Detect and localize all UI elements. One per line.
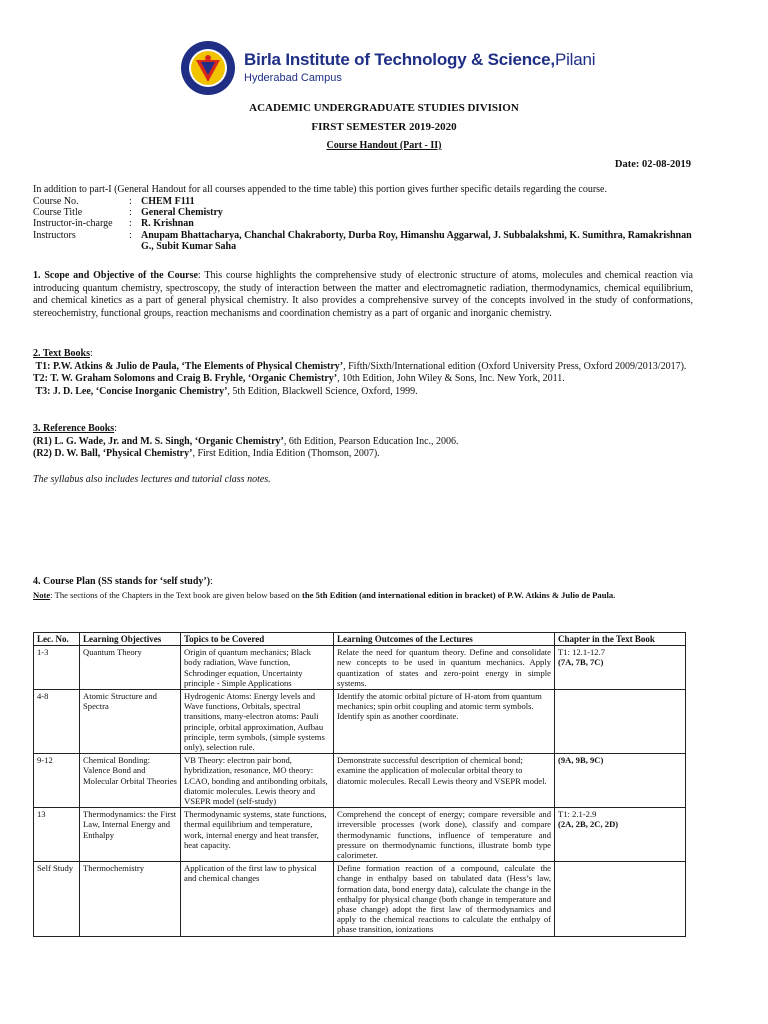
handout-date: Date: 02-08-2019 (614, 159, 691, 170)
learning-objective: Chemical Bonding: Valence Bond and Molecular Orbital Theories (80, 754, 181, 808)
learning-outcome: Identify the atomic orbital picture of H-atom from quantum mechanics; spin orbit coupling and atomic term symbols. Identify spin as another coordinate. (334, 690, 555, 754)
handout-title: Course Handout (Part - II) (326, 140, 442, 151)
course-plan-table (33, 632, 686, 937)
topics-covered: Hydrogenic Atoms: Energy levels and Wave functions, Orbitals, spectral transitions, many-electron atoms: Pauli principle, orbital approximation, Aufbau principle, term symbols, (simple systems only), selection rule. (181, 690, 334, 754)
lecture-number: 13 (34, 808, 80, 862)
course-info-row: Instructors : Anupam Bhattacharya, Chanchal Chakraborty, Durba Roy, Himanshu Aggarwal, J. Subbalakshmi, K. Sumithra, Ramakrishnan G., Subit Kumar Saha (33, 229, 692, 252)
chapter-reference: (9A, 9B, 9C) (555, 754, 686, 808)
reference-book-item: (R1) L. G. Wade, Jr. and M. S. Singh, ‘Organic Chemistry’, 6th Edition, Pearson Education Inc., 2006. (33, 435, 459, 447)
scope-text: : This course highlights the comprehensive study of electronic structure of atoms, molecules and chemical reaction via introducing quantum chemistry, spectroscopy, the study of interaction between the matter and electromagnetic radiation, thermodynamics, chemical equilibrium, and chemical kinetics as a part of general physical chemistry. It also provides a comprehensive survey of the concepts involved in the study of conformations, stereochemistry, functional groups, reaction mechanisms and coordination chemistry as a part of organic and inorganic chemistry. (33, 270, 693, 319)
topics-covered: Thermodynamic systems, state functions, thermal equilibrium and temperature, work, internal energy and heat transfer, heat capacity. (181, 808, 334, 862)
lecture-number: 4-8 (34, 690, 80, 754)
learning-outcome: Define formation reaction of a compound, calculate the change in enthalpy based on tabulated data (Hess’s law, formation data, bond energy data), calculate the change in the enthalpy for physical change (both change in temperature and phase change) adopt the first law of thermodynamics and apply to the chemical reactions to calculate the enthalpy of phase transition, ionizations (334, 862, 555, 936)
scope-heading: 1. Scope and Objective of the Course (33, 270, 198, 281)
text-books-section: 2. Text Books: T1: P.W. Atkins & Julio de Paula, ‘The Elements of Physical Chemistry’, Fifth/Sixth/International edition (Oxford University Press, Oxford 2009/2013/2017). T2: T. W. Graham Solomons and Craig B. Fryhle, ‘Organic Chemistry’, 10th Edition, John Wiley & Sons, Inc. New York, 2011. T3: J. D. Lee, ‘Concise Inorganic Chemistry’, 5th Edition, Blackwell Science, Oxford, 1999. (33, 348, 693, 398)
reference-books-section: 3. Reference Books: (R1) L. G. Wade, Jr. and M. S. Singh, ‘Organic Chemistry’, 6th Edition, Pearson Education Inc., 2006. (R2) D. W. Ball, ‘Physical Chemistry’, First Edition, India Edition (Thomson, 2007). (33, 423, 693, 461)
campus-name: Hyderabad Campus (244, 72, 342, 84)
course-info-row: Course No. : CHEM F111 (33, 196, 195, 207)
learning-outcome: Comprehend the concept of energy; compare reversible and irreversible processes (work done), classify and compare thermodynamic functions, influence of temperature and pressure on thermodynamic functions, illustrate bomb type calorimeter. (334, 808, 555, 862)
table-header-row (34, 633, 686, 646)
semester-title: FIRST SEMESTER 2019-2020 (311, 121, 457, 133)
syllabus-note: The syllabus also includes lectures and tutorial class notes. (33, 474, 271, 485)
column-header: Lec. No. (34, 633, 80, 646)
learning-objective: Thermodynamics: the First Law, Internal Energy and Enthalpy (80, 808, 181, 862)
institute-logo (180, 40, 600, 96)
learning-outcome: Demonstrate successful description of chemical bond; examine the application of molecular orbital theory to diatomic molecules. Recall Lewis theory and VSEPR model. (334, 754, 555, 808)
topics-covered: Origin of quantum mechanics; Black body radiation, Wave function, Schrodinger equation, Uncertainty principle - Simple Applications (181, 646, 334, 690)
column-header: Learning Objectives (80, 633, 181, 646)
course-plan-heading-block: 4. Course Plan (SS stands for ‘self study’): Note: The sections of the Chapters in the Text book are given below based on the 5th Edition (and international edition in bracket) of P.W. Atkins & Julio de Paula. (33, 576, 693, 601)
learning-objective: Thermochemistry (80, 862, 181, 936)
course-plan-note: Note: The sections of the Chapters in the Text book are given below based on the 5th Edition (and international edition in bracket) of P.W. Atkins & Julio de Paula. (33, 589, 616, 600)
intro-text: In addition to part-I (General Handout for all courses appended to the time table) this portion gives further specific details regarding the course. (33, 184, 607, 195)
text-book-item: T1: P.W. Atkins & Julio de Paula, ‘The Elements of Physical Chemistry’, Fifth/Sixth/International edition (Oxford University Press, Oxford 2009/2013/2017). (35, 360, 687, 372)
table-row (34, 862, 686, 936)
institute-name: Birla Institute of Technology & Science,Pilani (244, 50, 596, 69)
bits-seal-icon (180, 40, 236, 96)
division-title: ACADEMIC UNDERGRADUATE STUDIES DIVISION (249, 102, 519, 114)
reference-book-item: (R2) D. W. Ball, ‘Physical Chemistry’, First Edition, India Edition (Thomson, 2007). (33, 448, 380, 460)
table-row (34, 754, 686, 808)
chapter-reference (555, 862, 686, 936)
course-plan-heading: 4. Course Plan (SS stands for ‘self study’) (33, 576, 211, 587)
chapter-reference (555, 690, 686, 754)
course-info-row: Course Title : General Chemistry (33, 207, 223, 219)
scope-section (33, 270, 693, 320)
learning-objective: Quantum Theory (80, 646, 181, 690)
learning-outcome: Relate the need for quantum theory. Define and consolidate new concepts to be used in quantum mechanics. Apply quantization of states and zero-point energy in simple systems. (334, 646, 555, 690)
chapter-reference: T1: 2.1-2.9 (2A, 2B, 2C, 2D) (555, 808, 686, 862)
column-header: Learning Outcomes of the Lectures (334, 633, 555, 646)
table-row (34, 690, 686, 754)
course-info (33, 196, 701, 252)
topics-covered: VB Theory: electron pair bond, hybridization, resonance, MO theory: LCAO, bonding and antibonding orbitals, diatomic molecules. Lewis theory and VSEPR model (self-study) (181, 754, 334, 808)
reference-books-heading: 3. Reference Books (33, 423, 115, 434)
text-book-item: T3: J. D. Lee, ‘Concise Inorganic Chemistry’, 5th Edition, Blackwell Science, Oxford, 1999. (35, 385, 418, 397)
text-books-heading: 2. Text Books (33, 348, 90, 359)
lecture-number: 9-12 (34, 754, 80, 808)
column-header: Topics to be Covered (181, 633, 334, 646)
text-book-item: T2: T. W. Graham Solomons and Craig B. Fryhle, ‘Organic Chemistry’, 10th Edition, John Wiley & Sons, Inc. New York, 2011. (33, 373, 565, 385)
table-row (34, 808, 686, 862)
chapter-reference: T1: 12.1-12.7 (7A, 7B, 7C) (555, 646, 686, 690)
table-row (34, 646, 686, 690)
column-header: Chapter in the Text Book (555, 633, 686, 646)
course-info-row: Instructor-in-charge : R. Krishnan (33, 218, 194, 230)
lecture-number: 1-3 (34, 646, 80, 690)
lecture-number: Self Study (34, 862, 80, 936)
topics-covered: Application of the first law to physical and chemical changes (181, 862, 334, 936)
learning-objective: Atomic Structure and Spectra (80, 690, 181, 754)
